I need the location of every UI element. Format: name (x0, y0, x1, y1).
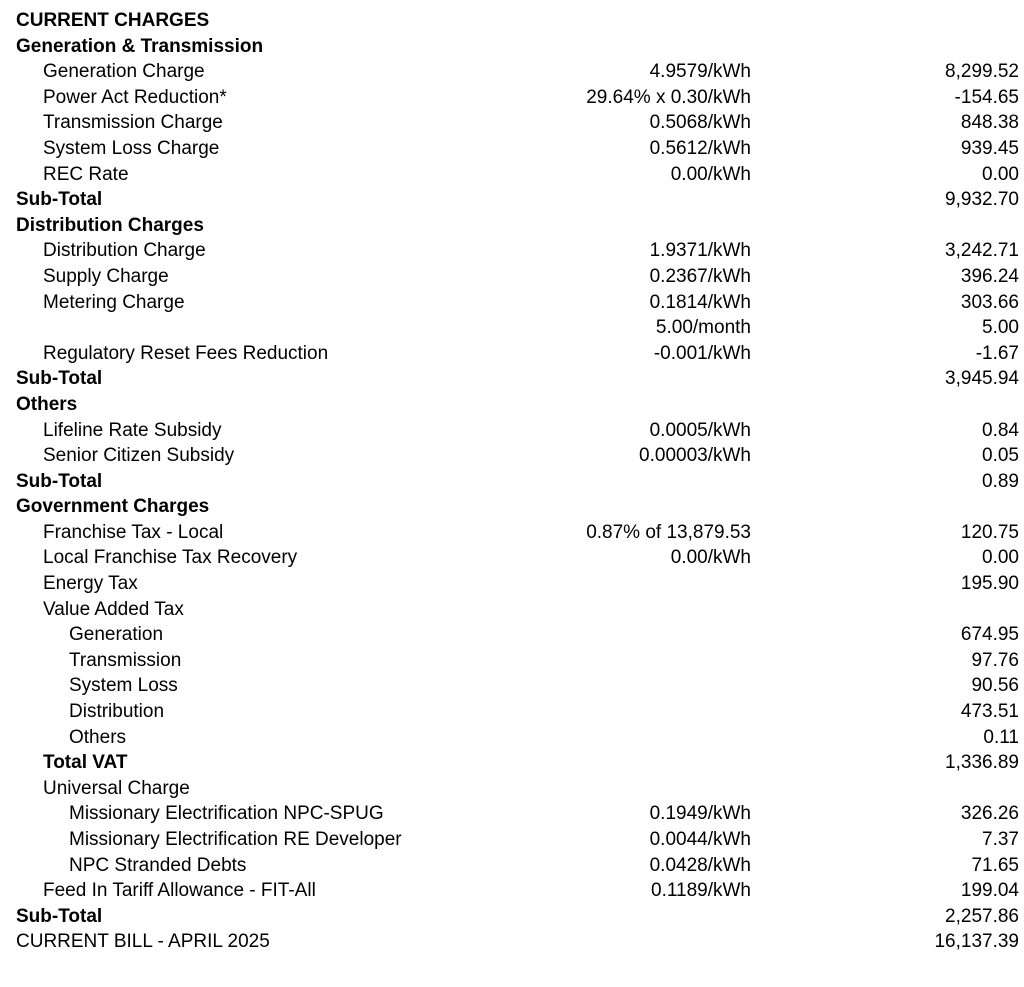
charge-amount: 0.89 (982, 470, 1019, 492)
charge-row (16, 213, 1019, 239)
charge-row (16, 264, 1019, 290)
charge-label: Supply Charge (43, 265, 169, 287)
charge-row (16, 59, 1019, 85)
charge-amount: 120.75 (960, 521, 1019, 543)
charge-amount: 0.05 (982, 445, 1019, 467)
charge-label: Regulatory Reset Fees Reduction (43, 342, 329, 364)
charge-rate: 0.00/kWh (670, 163, 751, 185)
charge-label: Total VAT (43, 752, 128, 774)
charge-rate: 0.00/kWh (670, 547, 751, 569)
charge-label: CURRENT CHARGES (16, 10, 210, 31)
charge-label: Metering Charge (43, 291, 185, 313)
charge-amount: 8,299.52 (945, 61, 1019, 83)
charge-amount: 3,945.94 (945, 368, 1019, 390)
charge-amount: 5.00 (982, 317, 1019, 339)
charge-label: Feed In Tariff Allowance - FIT-All (43, 880, 316, 902)
charge-amount: 0.00 (982, 547, 1019, 569)
charge-rate: 5.00/month (655, 317, 751, 339)
charge-row (16, 827, 1019, 853)
charge-amount: 0.84 (982, 419, 1019, 441)
charge-rate: 0.87% of 13,879.53 (586, 521, 751, 543)
charges-table (16, 8, 1019, 955)
charge-row (16, 290, 1019, 316)
charge-amount: 848.38 (960, 112, 1019, 134)
charge-label: Distribution (69, 701, 165, 723)
charge-row (16, 929, 1019, 955)
charge-row (16, 597, 1019, 623)
charge-amount: 199.04 (960, 880, 1019, 902)
charge-amount: 16,137.39 (934, 931, 1019, 953)
charge-amount: 396.24 (960, 265, 1019, 287)
charge-label: CURRENT BILL - APRIL 2025 (16, 931, 270, 953)
charge-row (16, 571, 1019, 597)
charge-row (16, 648, 1019, 674)
charge-row (16, 673, 1019, 699)
charge-amount: 939.45 (960, 137, 1019, 159)
charge-row (16, 904, 1019, 930)
charge-amount: 71.65 (971, 854, 1019, 876)
charge-row (16, 238, 1019, 264)
charge-label: Sub-Total (16, 470, 103, 492)
charge-amount: 0.11 (983, 726, 1019, 748)
charge-row (16, 34, 1019, 60)
charge-amount: 326.26 (960, 803, 1019, 825)
charge-label: Lifeline Rate Subsidy (43, 419, 222, 441)
charge-row (16, 469, 1019, 495)
charge-amount: -154.65 (954, 86, 1019, 108)
charge-row (16, 366, 1019, 392)
charge-amount: 90.56 (971, 675, 1019, 697)
charge-amount: 2,257.86 (945, 905, 1019, 927)
charge-label: Missionary Electrification NPC-SPUG (69, 803, 384, 825)
charge-label: Generation & Transmission (16, 35, 264, 57)
charge-row (16, 315, 1019, 341)
charge-rate: 0.1189/kWh (651, 880, 751, 902)
charge-row (16, 136, 1019, 162)
charge-label: Sub-Total (16, 905, 103, 927)
charge-label: Distribution Charges (16, 214, 204, 236)
charge-label: Value Added Tax (43, 598, 184, 620)
charge-rate: 0.0044/kWh (649, 829, 751, 850)
charge-amount: 0.00 (982, 163, 1019, 185)
charge-rate: 0.00003/kWh (639, 445, 751, 467)
charge-label: Others (69, 726, 127, 748)
charge-amount: 303.66 (960, 291, 1019, 313)
charge-rate: 0.2367/kWh (649, 265, 751, 287)
charge-label: NPC Stranded Debts (69, 854, 247, 876)
charge-row (16, 853, 1019, 879)
charge-label: System Loss (69, 675, 178, 697)
charge-row (16, 776, 1019, 802)
charge-rate: 0.1949/kWh (649, 803, 751, 825)
charge-row (16, 878, 1019, 904)
charge-row (16, 494, 1019, 520)
charge-row (16, 8, 1019, 34)
charge-rate: 29.64% x 0.30/kWh (586, 86, 751, 108)
charge-rate: 0.0428/kWh (649, 854, 751, 876)
charge-label: Power Act Reduction* (43, 86, 227, 108)
charge-row (16, 85, 1019, 111)
charge-row (16, 801, 1019, 827)
charge-row (16, 750, 1019, 776)
charge-rate: 0.5068/kWh (649, 112, 751, 134)
charge-label: Energy Tax (43, 573, 138, 595)
charge-row (16, 418, 1019, 444)
charge-amount: 9,932.70 (945, 189, 1019, 211)
charge-rate: 0.5612/kWh (649, 137, 751, 159)
charge-row (16, 341, 1019, 367)
charge-label: Distribution Charge (43, 240, 206, 262)
charge-label: Senior Citizen Subsidy (43, 445, 235, 467)
charge-row (16, 392, 1019, 418)
charge-label: Generation Charge (43, 61, 205, 83)
charge-row (16, 725, 1019, 751)
charge-rate: 1.9371/kWh (649, 240, 751, 262)
charge-label: Sub-Total (16, 189, 103, 211)
charge-row (16, 622, 1019, 648)
charge-label: Transmission Charge (43, 112, 223, 134)
charge-label: Local Franchise Tax Recovery (43, 547, 298, 569)
charge-label: Government Charges (16, 496, 210, 518)
charge-label: Others (16, 393, 78, 415)
charge-row (16, 545, 1019, 571)
charge-amount: 473.51 (960, 701, 1019, 723)
charge-amount: 97.76 (971, 649, 1019, 671)
charge-amount: 7.37 (982, 829, 1019, 850)
charge-row (16, 443, 1019, 469)
charge-amount: 1,336.89 (945, 752, 1019, 774)
charge-row (16, 520, 1019, 546)
charge-label: Franchise Tax - Local (43, 521, 224, 543)
charge-label: Transmission (69, 649, 182, 671)
charge-label: Missionary Electrification RE Developer (69, 829, 402, 850)
charge-amount: -1.67 (975, 342, 1019, 364)
charge-label: Generation (69, 624, 164, 646)
charge-row (16, 187, 1019, 213)
charge-amount: 674.95 (960, 624, 1019, 646)
charge-rate: 0.0005/kWh (649, 419, 751, 441)
charge-row (16, 110, 1019, 136)
charge-row (16, 699, 1019, 725)
charge-label: Sub-Total (16, 368, 103, 390)
charge-amount: 195.90 (960, 573, 1019, 595)
charge-rate: 0.1814/kWh (649, 291, 751, 313)
charge-label: System Loss Charge (43, 137, 220, 159)
charge-label: REC Rate (43, 163, 129, 185)
charge-rate: 4.9579/kWh (649, 61, 751, 83)
charge-amount: 3,242.71 (945, 240, 1019, 262)
charge-row (16, 162, 1019, 188)
charge-label: Universal Charge (43, 777, 190, 799)
charge-rate: -0.001/kWh (653, 342, 751, 364)
